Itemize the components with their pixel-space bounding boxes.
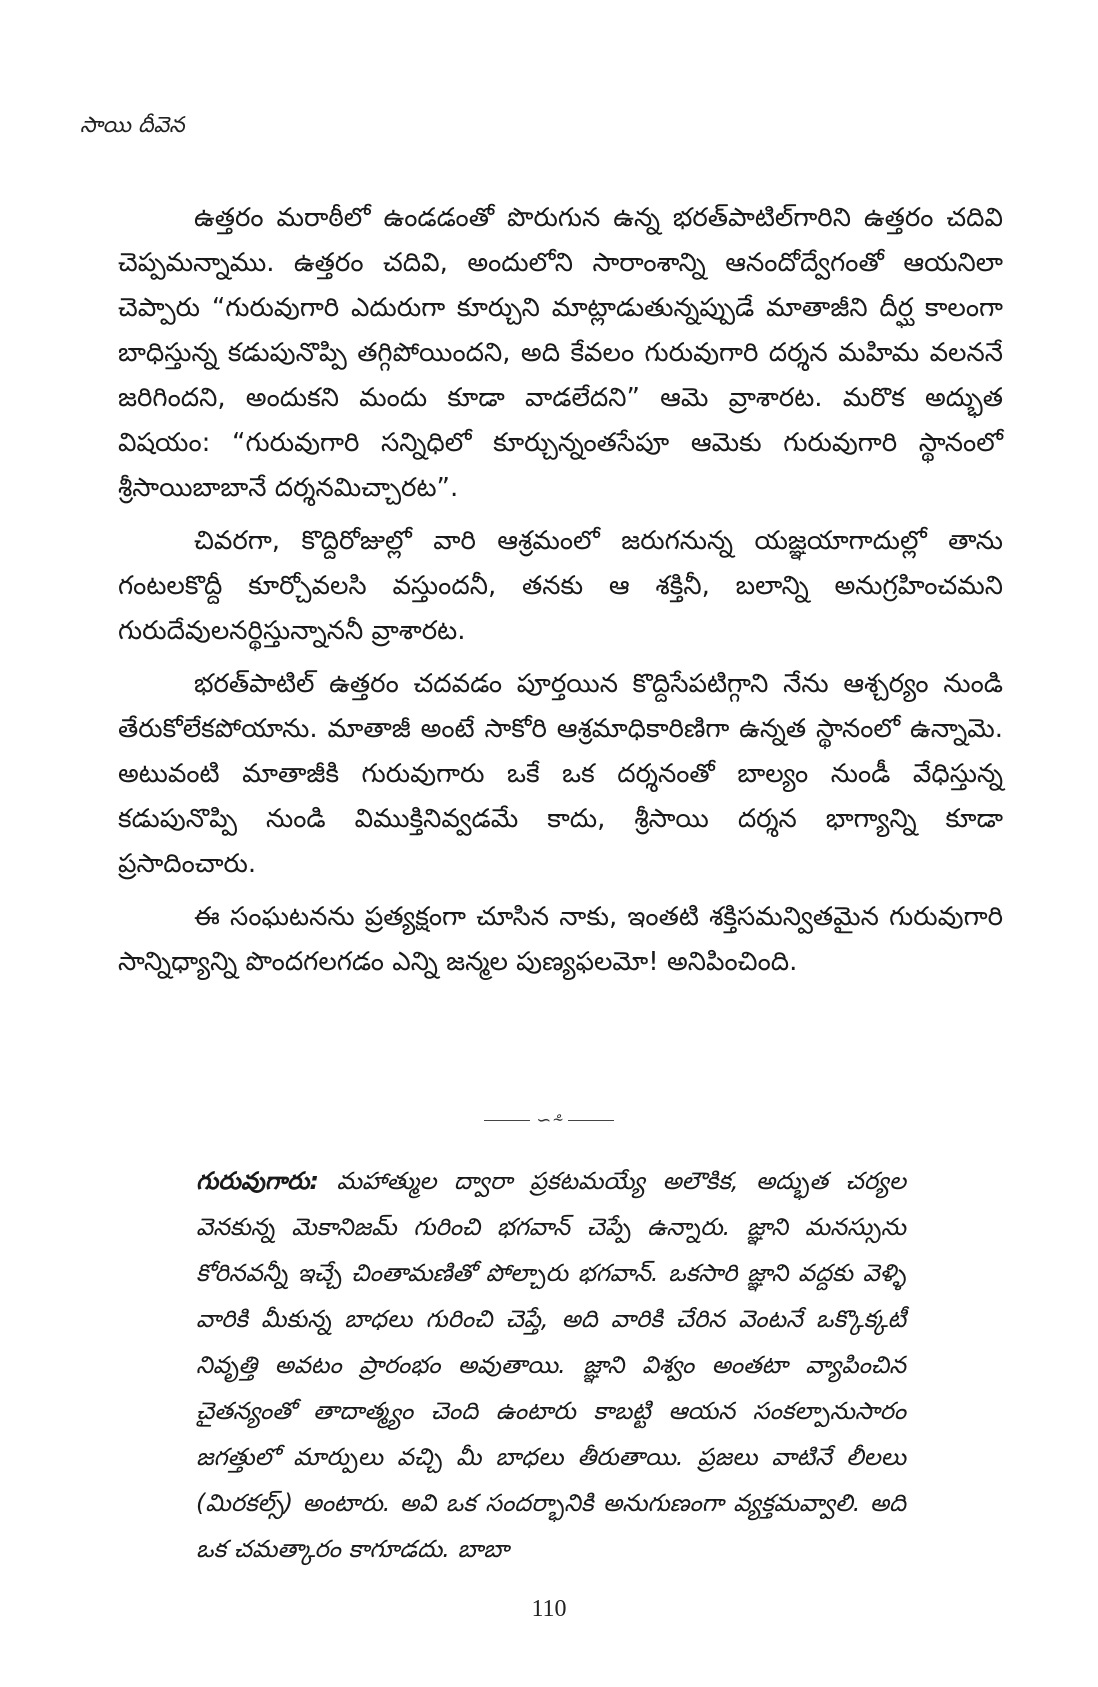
main-text: [118, 196, 1003, 993]
paragraph-1: ఉత్తరం మరాఠీలో ఉండడంతో పొరుగున ఉన్న భరత్‌పాటిల్‌గారిని ఉత్తరం చదివి చెప్పమన్నాము. ఉత్తరం చదివి, అందులోని సారాంశాన్ని ఆనందోద్వేగంతో ఆయనిలా చెప్పారు “గురువుగారి ఎదురుగా కూర్చుని మాట్లాడుతున్నప్పుడే మాతాజీని దీర్ఘ కాలంగా బాధిస్తున్న కడుపునొప్పి తగ్గిపోయిందని, అది కేవలం గురువుగారి దర్శన మహిమ వలననే జరిగిందని, అందుకని మందు కూడా వాడలేదని” ఆమె వ్రాశారట. మరొక అద్భుత విషయం: “గురువుగారి సన్నిధిలో కూర్చున్నంతసేపూ ఆమెకు గురువుగారి స్థానంలో శ్రీసాయిబాబానే దర్శనమిచ్చారట”.: [118, 203, 1003, 503]
guru-quote-speaker: గురువుగారు:: [196, 1167, 320, 1195]
paragraph-2: చివరగా, కొద్దిరోజుల్లో వారి ఆశ్రమంలో జరుగనున్న యజ్ఞయాగాదుల్లో తాను గంటలకొద్దీ కూర్చోవలసి వస్తుందనీ, తనకు ఆ శక్తినీ, బలాన్ని అనుగ్రహించమని గురుదేవులనర్థిస్తున్నాననీ వ్రాశారట.: [118, 526, 1003, 646]
divider-line-right: [568, 1120, 614, 1121]
flourish-icon: ∽⸛: [536, 1110, 562, 1131]
divider-line-left: [484, 1120, 530, 1121]
guru-quote-text: మహాత్ముల ద్వారా ప్రకటమయ్యే అలౌకిక, అద్భుత చర్యల వెనకున్న మెకానిజమ్ గురించి భగవాన్ చెప్పే ఉన్నారు. జ్ఞాని మనస్సును కోరినవన్నీ ఇచ్చే చింతామణితో పోల్చారు భగవాన్. ఒకసారి జ్ఞాని వద్దకు వెళ్ళి వారికి మీకున్న బాధలు గురించి చెప్తే, అది వారికి చేరిన వెంటనే ఒక్కొక్కటీ నివృత్తి అవటం ప్రారంభం అవుతాయి. జ్ఞాని విశ్వం అంతటా వ్యాపించిన చైతన్యంతో తాదాత్మ్యం చెంది ఉంటారు కాబట్టి ఆయన సంకల్పానుసారం జగత్తులో మార్పులు వచ్చి మీ బాధలు తీరుతాయి. ప్రజలు వాటినే లీలలు (మిరకల్స్) అంటారు. అవి ఒక సందర్భానికి అనుగుణంగా వ్యక్తమవ్వాలి. అది ఒక చమత్కారం కాగూడదు. బాబా: [196, 1167, 906, 1563]
paragraph-4: ఈ సంఘటనను ప్రత్యక్షంగా చూసిన నాకు, ఇంతటి శక్తిసమన్వితమైన గురువుగారి సాన్నిధ్యాన్ని పొందగలగడం ఎన్ని జన్మల పుణ్యఫలమో! అనిపించింది.: [118, 902, 1003, 977]
guru-quote: [196, 1158, 906, 1572]
section-divider: [0, 1108, 1098, 1132]
paragraph-3: భరత్‌పాటిల్ ఉత్తరం చదవడం పూర్తయిన కొద్దిసేపటిగ్గాని నేను ఆశ్చర్యం నుండి తేరుకోలేకపోయాను. మాతాజీ అంటే సాకోరి ఆశ్రమాధికారిణిగా ఉన్నత స్థానంలో ఉన్నామె. అటువంటి మాతాజీకి గురువుగారు ఒకే ఒక దర్శనంతో బాల్యం నుండీ వేధిస్తున్న కడుపునొప్పి నుండి విముక్తినివ్వడమే కాదు, శ్రీసాయి దర్శన భాగ్యాన్ని కూడా ప్రసాదించారు.: [118, 669, 1003, 879]
page-number: 110: [531, 1596, 567, 1622]
running-header-title: సాయి దీవెన: [80, 113, 185, 138]
